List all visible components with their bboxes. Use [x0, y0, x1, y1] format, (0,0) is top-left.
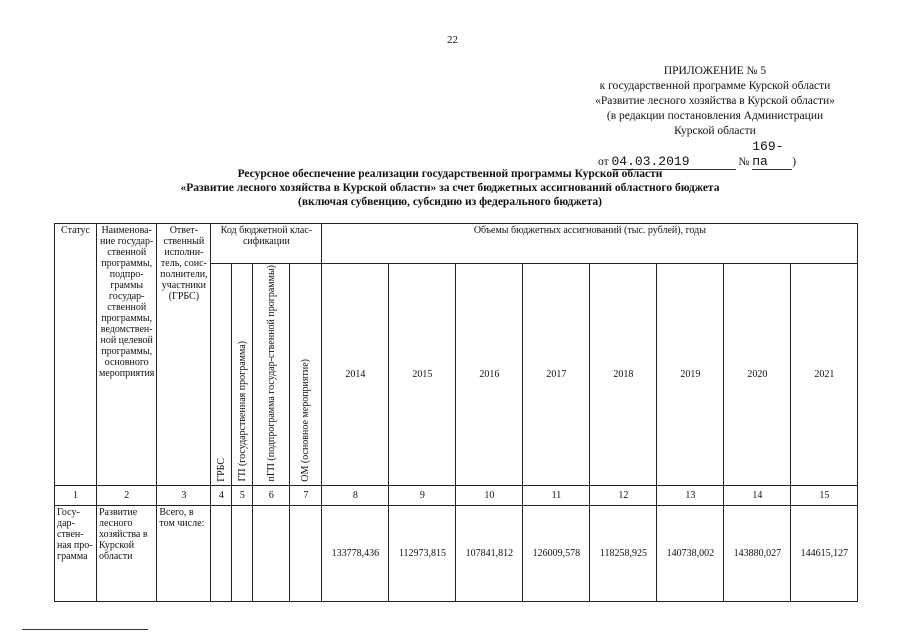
- header-om: ОМ (основное мероприятие): [300, 358, 312, 482]
- header-volumes: Объемы бюджетных ассигнований (тыс. рублей), годы: [322, 224, 858, 264]
- number-label: №: [738, 156, 750, 168]
- row-value-2015: 112973,815: [389, 506, 456, 602]
- heading-line-2: «Развитие лесного хозяйства в Курской области» за счет бюджетных ассигнований областного бюджета: [180, 182, 720, 194]
- header-budget-code: Код бюджетной клас-сификации: [211, 224, 322, 264]
- header-year: 2017: [523, 264, 590, 486]
- appendix-block: [560, 64, 870, 170]
- header-grbs-cell: [211, 264, 232, 486]
- column-number: 7: [290, 486, 322, 506]
- row-pgp: [253, 506, 290, 602]
- row-name: Развитие лесного хозяйства в Курской области: [97, 506, 157, 602]
- column-number: 2: [97, 486, 157, 506]
- header-year: 2016: [456, 264, 523, 486]
- column-number: 4: [211, 486, 232, 506]
- table-row: [55, 506, 858, 602]
- header-gp-cell: [232, 264, 253, 486]
- header-year: 2019: [657, 264, 724, 486]
- decree-date: 04.03.2019: [612, 154, 736, 170]
- from-label: от: [598, 156, 609, 168]
- row-om: [290, 506, 322, 602]
- appendix-title: ПРИЛОЖЕНИЕ № 5: [663, 65, 767, 77]
- appendix-line: «Развитие лесного хозяйства в Курской области»: [595, 95, 835, 107]
- header-om-cell: [290, 264, 322, 486]
- header-year: 2015: [389, 264, 456, 486]
- row-value-2017: 126009,578: [523, 506, 590, 602]
- row-value-2019: 140738,002: [657, 506, 724, 602]
- column-number: 8: [322, 486, 389, 506]
- footnote-divider: [22, 629, 148, 630]
- header-year: 2018: [590, 264, 657, 486]
- row-value-2016: 107841,812: [456, 506, 523, 602]
- decree-line: [560, 139, 870, 170]
- decree-number: 169-па: [752, 139, 792, 170]
- row-gp: [232, 506, 253, 602]
- header-year: 2020: [724, 264, 791, 486]
- close-paren: ): [792, 156, 797, 168]
- header-status: Статус: [55, 224, 97, 486]
- header-pgp: пГП (подпрограмма государ-ственной программы): [265, 265, 277, 482]
- header-grbs: ГРБС: [215, 457, 227, 482]
- column-number: 15: [791, 486, 858, 506]
- heading-line-3: (включая субвенцию, субсидию из федерального бюджета): [298, 196, 602, 208]
- row-status: Госу-дар-ствен-ная про-грамма: [55, 506, 97, 602]
- column-number: 11: [523, 486, 590, 506]
- column-number: 12: [590, 486, 657, 506]
- column-number: 9: [389, 486, 456, 506]
- row-value-2014: 133778,436: [322, 506, 389, 602]
- column-number: 3: [157, 486, 211, 506]
- header-pgp-cell: [253, 264, 290, 486]
- row-responsible: Всего, в том числе:: [157, 506, 211, 602]
- column-number-row: [55, 486, 858, 506]
- header-name: Наименова-ние государ-ственной программы, подпро-граммы государ-ственной программы, ведомствен-ной целевой программы, основного мероприятия: [97, 224, 157, 486]
- heading-line-1: Ресурсное обеспечение реализации государственной программы Курской области: [237, 168, 663, 180]
- appendix-line: к государственной программе Курской области: [599, 80, 831, 92]
- document-heading: [150, 167, 750, 209]
- row-value-2020: 143880,027: [724, 506, 791, 602]
- header-gp: ГП (государственная программа): [236, 340, 248, 482]
- column-number: 13: [657, 486, 724, 506]
- column-number: 5: [232, 486, 253, 506]
- row-value-2021: 144615,127: [791, 506, 858, 602]
- column-number: 14: [724, 486, 791, 506]
- header-year: 2021: [791, 264, 858, 486]
- header-responsible: Ответ-ственный исполни-тель, соис-полнители, участники (ГРБС): [157, 224, 211, 486]
- page-number: 22: [447, 34, 458, 46]
- column-number: 6: [253, 486, 290, 506]
- column-number: 1: [55, 486, 97, 506]
- column-number: 10: [456, 486, 523, 506]
- row-grbs: [211, 506, 232, 602]
- appendix-line: Курской области: [674, 125, 756, 137]
- appendix-line: (в редакции постановления Администрации: [606, 110, 824, 122]
- header-year: 2014: [322, 264, 389, 486]
- row-value-2018: 118258,925: [590, 506, 657, 602]
- resource-table: [54, 223, 858, 602]
